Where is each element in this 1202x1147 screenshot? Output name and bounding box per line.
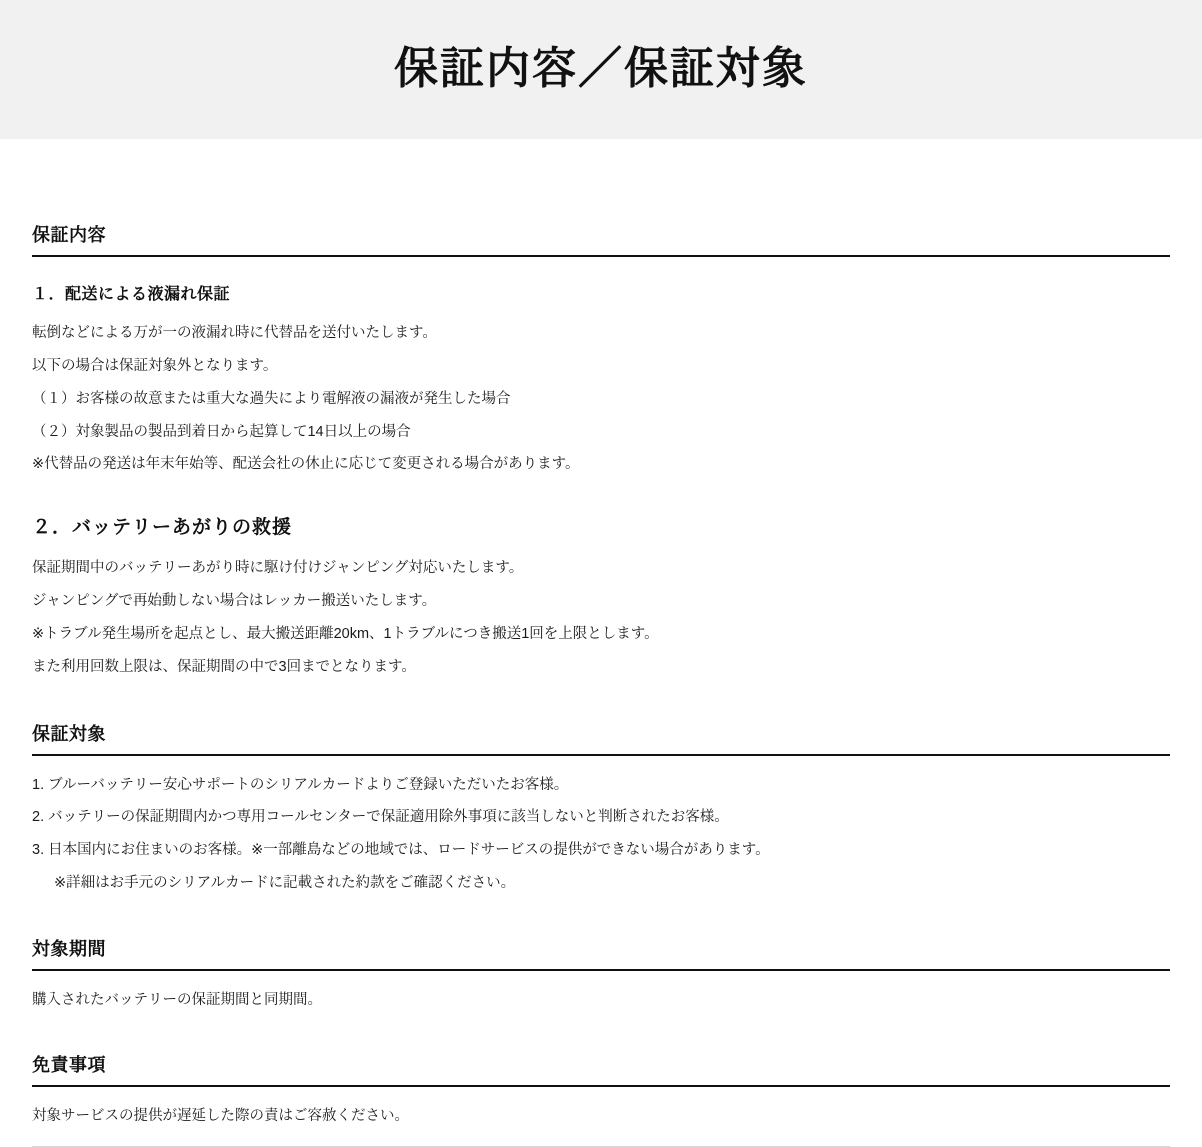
paragraph: ※代替品の発送は年末年始等、配送会社の休止に応じて変更される場合があります。 — [32, 456, 580, 473]
paragraph-group-disclaimer — [32, 1107, 1170, 1126]
section-warranty-details — [32, 221, 1170, 677]
section-target-period — [32, 935, 1170, 1010]
paragraph: 対象サービスの提供が遅延した際の責はご容赦ください。 — [32, 1107, 409, 1124]
paragraph: ※トラブル発生場所を起点とし、最大搬送距離20km、1トラブルにつき搬送1回を上限とします。 — [32, 625, 659, 642]
paragraph-group-battery-rescue — [32, 559, 1170, 676]
paragraph: 以下の場合は保証対象外となります。 — [32, 357, 278, 374]
paragraph: 購入されたバッテリーの保証期間と同期間。 — [32, 991, 322, 1008]
section-heading-warranty-details: 保証内容 — [32, 221, 1170, 257]
section-warranty-target — [32, 720, 1170, 893]
warranty-target-list — [32, 776, 1170, 861]
paragraph: 保証期間中のバッテリーあがり時に駆け付けジャンピング対応いたします。 — [32, 560, 524, 577]
page-header-band — [0, 0, 1202, 139]
paragraph: 転倒などによる万が一の液漏れ時に代替品を送付いたします。 — [32, 325, 437, 341]
paragraph: （１）お客様の故意または重大な過失により電解液の漏液が発生した場合 — [32, 390, 511, 407]
page-title: 保証内容／保証対象 — [394, 44, 808, 94]
section-heading-disclaimer: 免責事項 — [32, 1051, 1170, 1087]
list-item: 2. バッテリーの保証期間内かつ専用コールセンターで保証適用除外事項に該当しないと判断されたお客様。 — [32, 809, 729, 826]
paragraph-group-leak-warranty — [32, 324, 1170, 474]
paragraph: （２）対象製品の製品到着日から起算して14日以上の場合 — [32, 423, 411, 440]
section-disclaimer — [32, 1051, 1170, 1147]
paragraph: ジャンピングで再始動しない場合はレッカー搬送いたします。 — [32, 593, 437, 610]
warranty-target-note: ※詳細はお手元のシリアルカードに記載された約款をご確認ください。 — [54, 875, 516, 892]
list-item: 1. ブルーバッテリー安心サポートのシリアルカードよりご登録いただいたお客様。 — [32, 776, 569, 793]
section-heading-warranty-target: 保証対象 — [32, 720, 1170, 756]
subheading-battery-rescue: ２．バッテリーあがりの救援 — [32, 517, 293, 539]
paragraph-group-target-period — [32, 991, 1170, 1010]
section-heading-target-period: 対象期間 — [32, 935, 1170, 971]
list-item: 3. 日本国内にお住まいのお客様。※一部離島などの地域では、ロードサービスの提供ができない場合があります。 — [32, 842, 770, 859]
document-content — [0, 221, 1202, 1147]
subheading-leak-warranty: １．配送による液漏れ保証 — [32, 286, 231, 303]
paragraph: また利用回数上限は、保証期間の中で3回までとなります。 — [32, 658, 416, 675]
